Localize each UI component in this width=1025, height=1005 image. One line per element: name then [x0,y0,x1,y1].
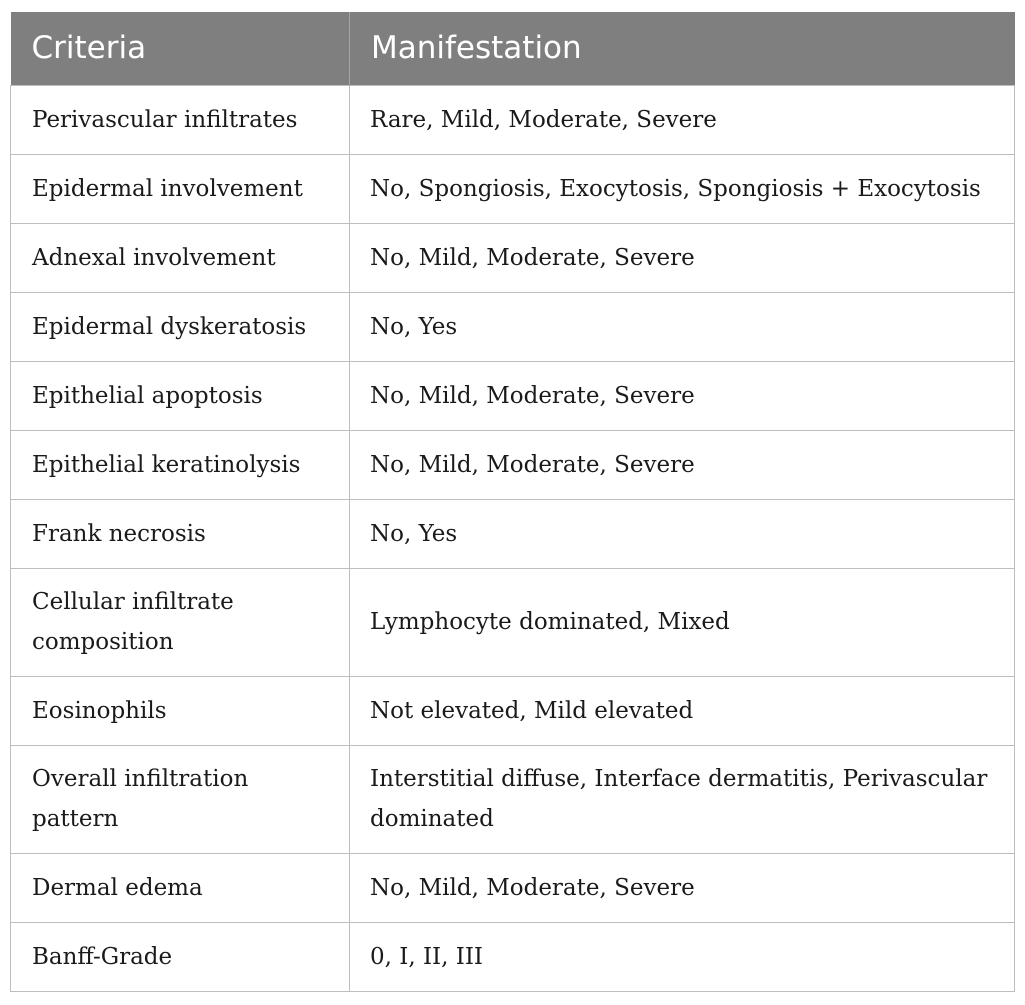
table-row [11,292,1015,361]
table-row [11,223,1015,292]
manifestation-cell: No, Mild, Moderate, Severe [350,223,1015,292]
manifestation-cell: Lymphocyte dominated, Mixed [350,568,1015,676]
criteria-cell: Epithelial apoptosis [11,361,350,430]
header-manifestation: Manifestation [350,12,1015,85]
manifestation-cell: No, Mild, Moderate, Severe [350,853,1015,922]
manifestation-cell: Interstitial diffuse, Interface dermatitis, Perivascular dominated [350,745,1015,853]
criteria-cell: Epithelial keratinolysis [11,430,350,499]
header-row [11,12,1015,85]
manifestation-cell: No, Mild, Moderate, Severe [350,361,1015,430]
table-row [11,361,1015,430]
manifestation-cell: No, Mild, Moderate, Severe [350,430,1015,499]
criteria-cell: Cellular infiltrate composition [11,568,350,676]
criteria-table [10,12,1015,992]
table-row [11,853,1015,922]
manifestation-cell: No, Yes [350,499,1015,568]
criteria-table-container [10,12,1014,992]
criteria-cell: Epidermal involvement [11,154,350,223]
table-row [11,745,1015,853]
manifestation-cell: Rare, Mild, Moderate, Severe [350,85,1015,154]
manifestation-cell: 0, I, II, III [350,922,1015,991]
criteria-cell: Perivascular infiltrates [11,85,350,154]
table-header [11,12,1015,85]
criteria-cell: Epidermal dyskeratosis [11,292,350,361]
criteria-cell: Eosinophils [11,676,350,745]
table-row [11,676,1015,745]
criteria-cell: Dermal edema [11,853,350,922]
criteria-cell: Overall infiltration pattern [11,745,350,853]
table-row [11,499,1015,568]
table-row [11,85,1015,154]
table-row [11,154,1015,223]
manifestation-cell: Not elevated, Mild elevated [350,676,1015,745]
manifestation-cell: No, Spongiosis, Exocytosis, Spongiosis + Exocytosis [350,154,1015,223]
manifestation-cell: No, Yes [350,292,1015,361]
table-body [11,85,1015,991]
table-row [11,922,1015,991]
criteria-cell: Frank necrosis [11,499,350,568]
header-criteria: Criteria [11,12,350,85]
table-row [11,430,1015,499]
criteria-cell: Adnexal involvement [11,223,350,292]
table-row [11,568,1015,676]
criteria-cell: Banff-Grade [11,922,350,991]
